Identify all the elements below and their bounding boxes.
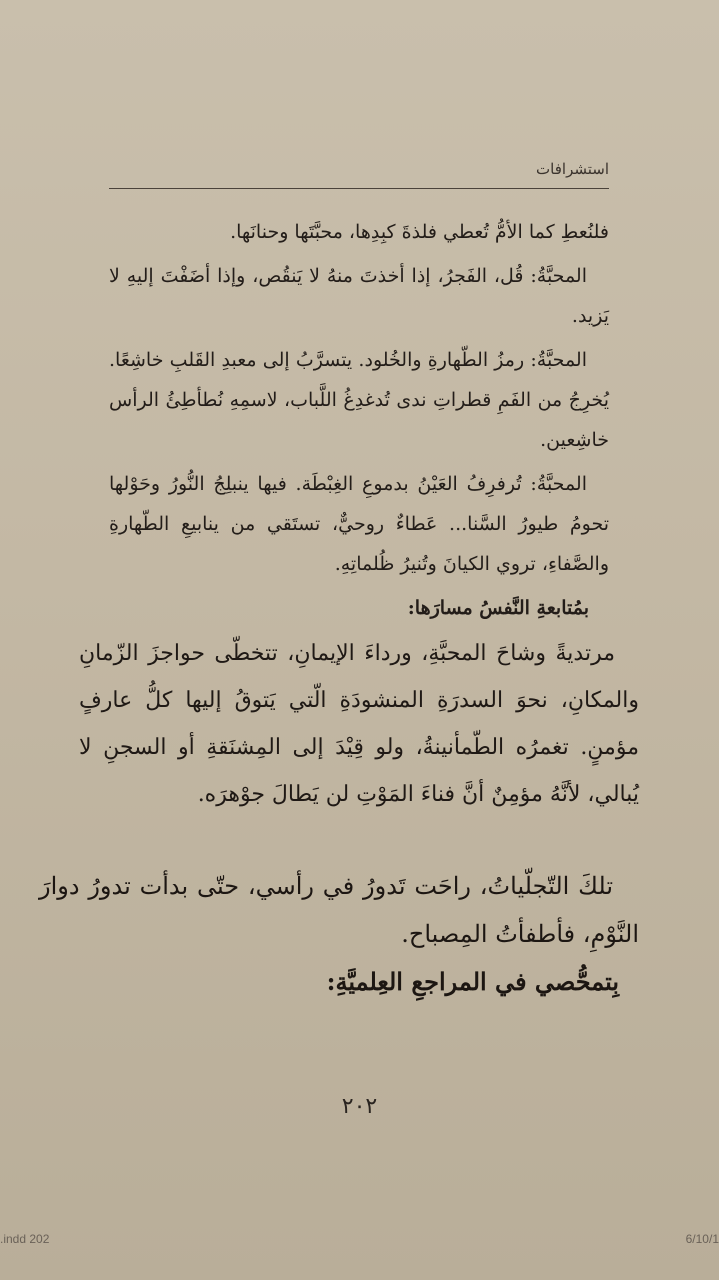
- page-number: ٢٠٢: [341, 1094, 378, 1119]
- closing-subhead: بِتمحُّصي في المراجعِ العِلميَّةِ:: [326, 967, 619, 996]
- paragraph-4: المحبَّةُ: تُرفرِفُ العَيْنُ بدموعِ الغِبْطَة. فيها ينبلِجُ النُّورُ وحَوْلها تحومُ طيورُ السَّنا... عَطاءٌ روحيٌّ، تستَقي من ينابيعِ الطّهارةِ والصَّفاءِ، تروي الكيانَ وتُنيرُ ظُلماتِهِ.: [109, 473, 609, 575]
- large-text-block: [79, 630, 639, 818]
- closing-block: [39, 862, 639, 1006]
- print-footer-right: 6/10/1: [685, 1232, 719, 1246]
- subhead-continue: بمُتابعةِ النَّفسُ مسارَها:: [407, 597, 589, 619]
- running-head-title: استشرافات: [536, 160, 609, 178]
- paragraph-2: المحبَّةُ: قُل، الفَجرُ، إذا أخذتَ منهُ لا يَنقُص، وإذا أضَفْتَ إليهِ لا يَزيد.: [109, 265, 609, 327]
- paragraph-3: المحبَّةُ: رمزُ الطّهارةِ والخُلود. يتسرَّبُ إلى معبدِ القَلبِ خاشِعًا. يُخرِجُ من الفَمِ قطراتِ ندى تُدغدِغُ اللَّباب، لاسمِهِ نُطأطِئُ الرأس خاشِعين.: [109, 349, 609, 451]
- large-paragraph: مرتديةً وشاحَ المحبَّةِ، ورداءَ الإيمانِ، تتخطّى حواجزَ الزّمانِ والمكانِ، نحوَ السدرَةِ المنشودَةِ الّتي يَتوقُ إليها كلُّ عارفٍ مؤمنٍ. تغمرُه الطّمأنينةُ، ولو قِيْدَ إلى المِشنَقةِ أو السجنِ لا يُبالي، لأنَّهُ مؤمِنٌ أنَّ فناءَ المَوْتِ لن يَطالَ جوْهرَه.: [79, 641, 639, 807]
- closing-paragraph: تلكَ التّجلّياتُ، راحَت تَدورُ في رأسي، حتّى بدأت تدورُ دوارَ النَّوْمِ، فأطفأتُ المِصباح.: [39, 872, 639, 948]
- running-head: [109, 160, 609, 189]
- print-footer-left: .indd 202: [0, 1232, 50, 1246]
- paragraph-1: فلنُعطِ كما الأمُّ تُعطي فلذةَ كبِدِها، محبَّتَها وحنانَها.: [230, 221, 609, 243]
- body-text: [109, 212, 609, 632]
